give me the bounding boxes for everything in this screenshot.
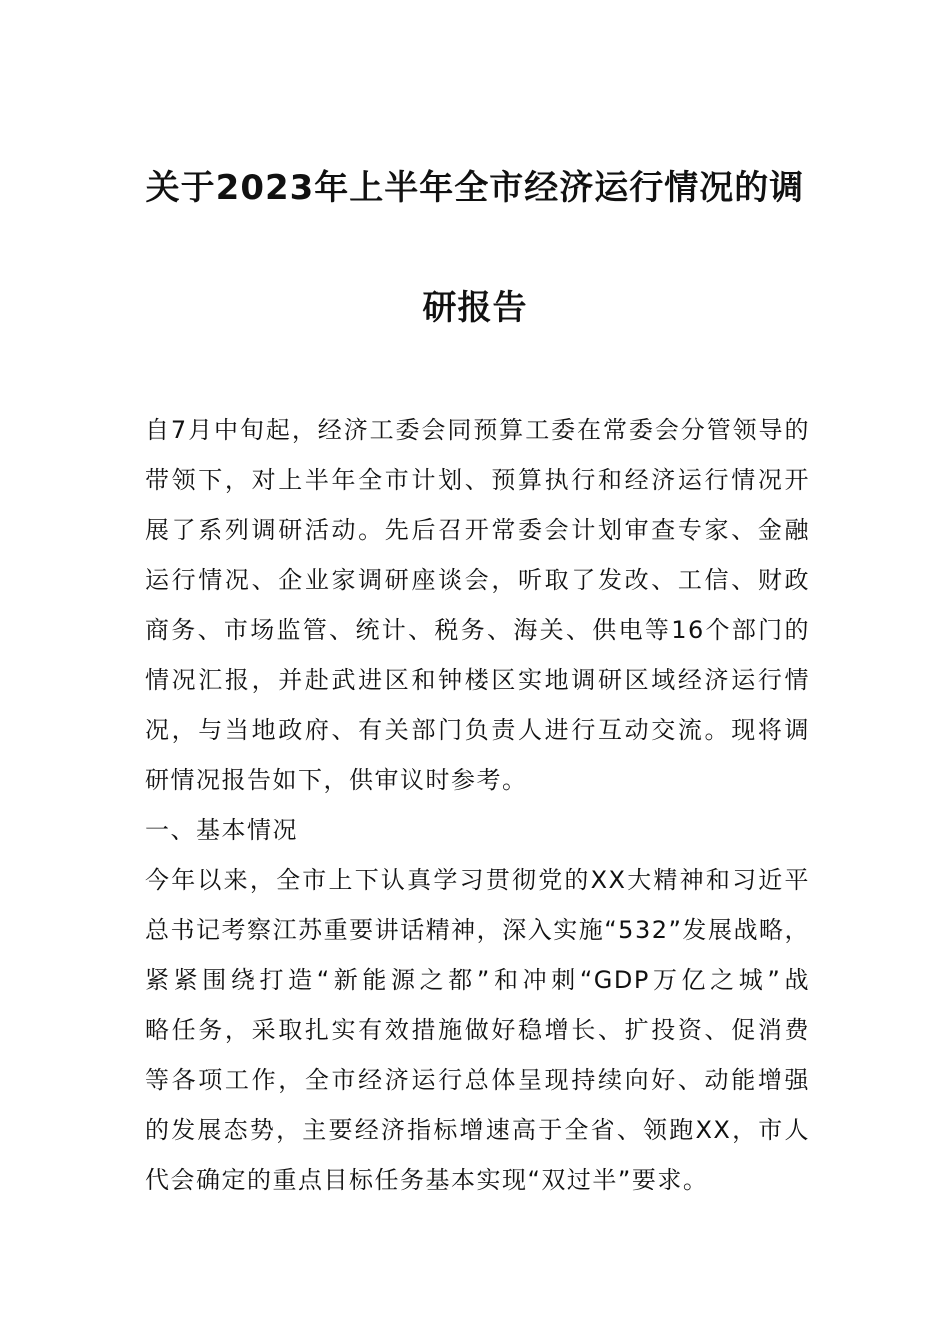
body-line-1: 自7月中旬起，经济工委会同预算工委在常委会分管领导的 — [145, 416, 810, 444]
body-line-13: 略任务，采取扎实有效措施做好稳增长、扩投资、促消费 — [145, 1016, 810, 1044]
body-line-7: 况，与当地政府、有关部门负责人进行互动交流。现将调 — [145, 716, 810, 744]
section-heading: 一、基本情况 — [145, 816, 298, 844]
body-line-5: 商务、市场监管、统计、税务、海关、供电等16个部门的 — [145, 616, 810, 644]
body-line-8: 研情况报告如下，供审议时参考。 — [145, 766, 528, 794]
page-title-line-2: 研报告 — [422, 288, 528, 328]
body-line-4: 运行情况、企业家调研座谈会，听取了发改、工信、财政 — [145, 566, 810, 594]
body-line-2: 带领下，对上半年全市计划、预算执行和经济运行情况开 — [145, 466, 810, 494]
body-line-10: 今年以来，全市上下认真学习贯彻党的XX大精神和习近平 — [145, 866, 810, 894]
report-body — [145, 405, 810, 1205]
page-title-line-1: 关于2023年上半年全市经济运行情况的调 — [145, 168, 805, 208]
body-line-6: 情况汇报，并赴武进区和钟楼区实地调研区域经济运行情 — [145, 666, 810, 694]
body-line-15: 的发展态势，主要经济指标增速高于全省、领跑XX，市人 — [145, 1116, 810, 1144]
body-line-3: 展了系列调研活动。先后召开常委会计划审查专家、金融 — [145, 516, 810, 544]
body-line-16: 代会确定的重点目标任务基本实现“双过半”要求。 — [145, 1166, 709, 1194]
body-line-11: 总书记考察江苏重要讲话精神，深入实施“532”发展战略， — [145, 916, 810, 944]
body-line-14: 等各项工作，全市经济运行总体呈现持续向好、动能增强 — [145, 1066, 810, 1094]
body-line-12: 紧紧围绕打造“新能源之都”和冲刺“GDP万亿之城”战 — [145, 966, 810, 994]
